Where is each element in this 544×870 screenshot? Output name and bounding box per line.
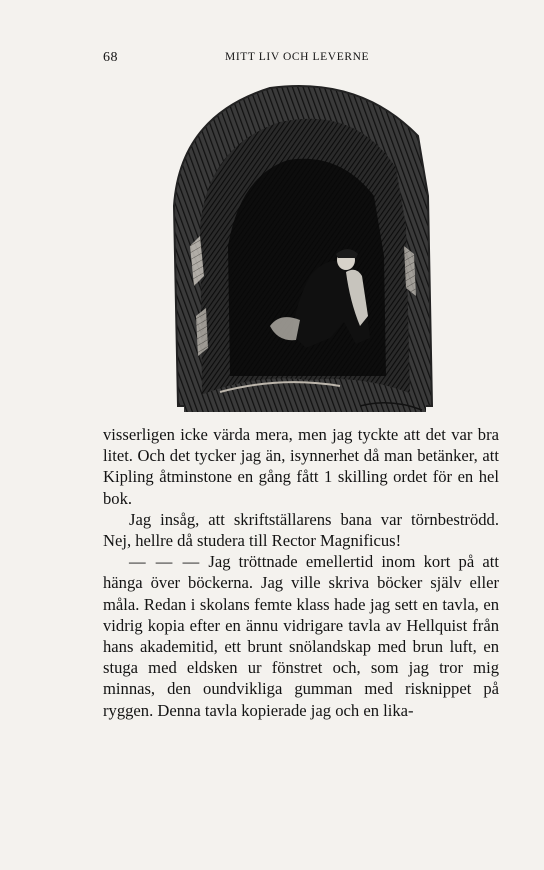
page-number: 68	[103, 50, 118, 65]
paragraph	[103, 551, 499, 721]
paragraph-text: Jag tröttnade emellertid inom kort på att hänga över böckerna. Jag ville skriva böcker själv eller måla. Redan i skolans femte klass hade jag sett en tavla, en vidrig kopia efter en ännu vidrigare tavla av Hellquist från hans akademitid, ett brunt snölandskap med brun luft, en stuga med eldsken ur fönstret och, som jag tror mig minnas, den oundvikliga gumman med risknippet på ryggen. Denna tavla kopierade jag och en lika-	[103, 552, 499, 720]
page-header	[103, 50, 499, 70]
running-head: MITT LIV OCH LEVERNE	[225, 51, 370, 63]
em-dashes: — — —	[129, 552, 201, 572]
paragraph: Jag insåg, att skriftställarens bana var törnbeströdd. Nej, hellre då studera till Rector Magnificus!	[103, 509, 499, 551]
archway-illustration	[160, 76, 436, 416]
body-text	[103, 424, 499, 721]
paragraph: visserligen icke värda mera, men jag tyckte att det var bra litet. Och det tycker jag än, isynnerhet då man betänker, att Kipling åtminstone en gång fått 1 skilling ordet för en hel bok.	[103, 425, 499, 508]
